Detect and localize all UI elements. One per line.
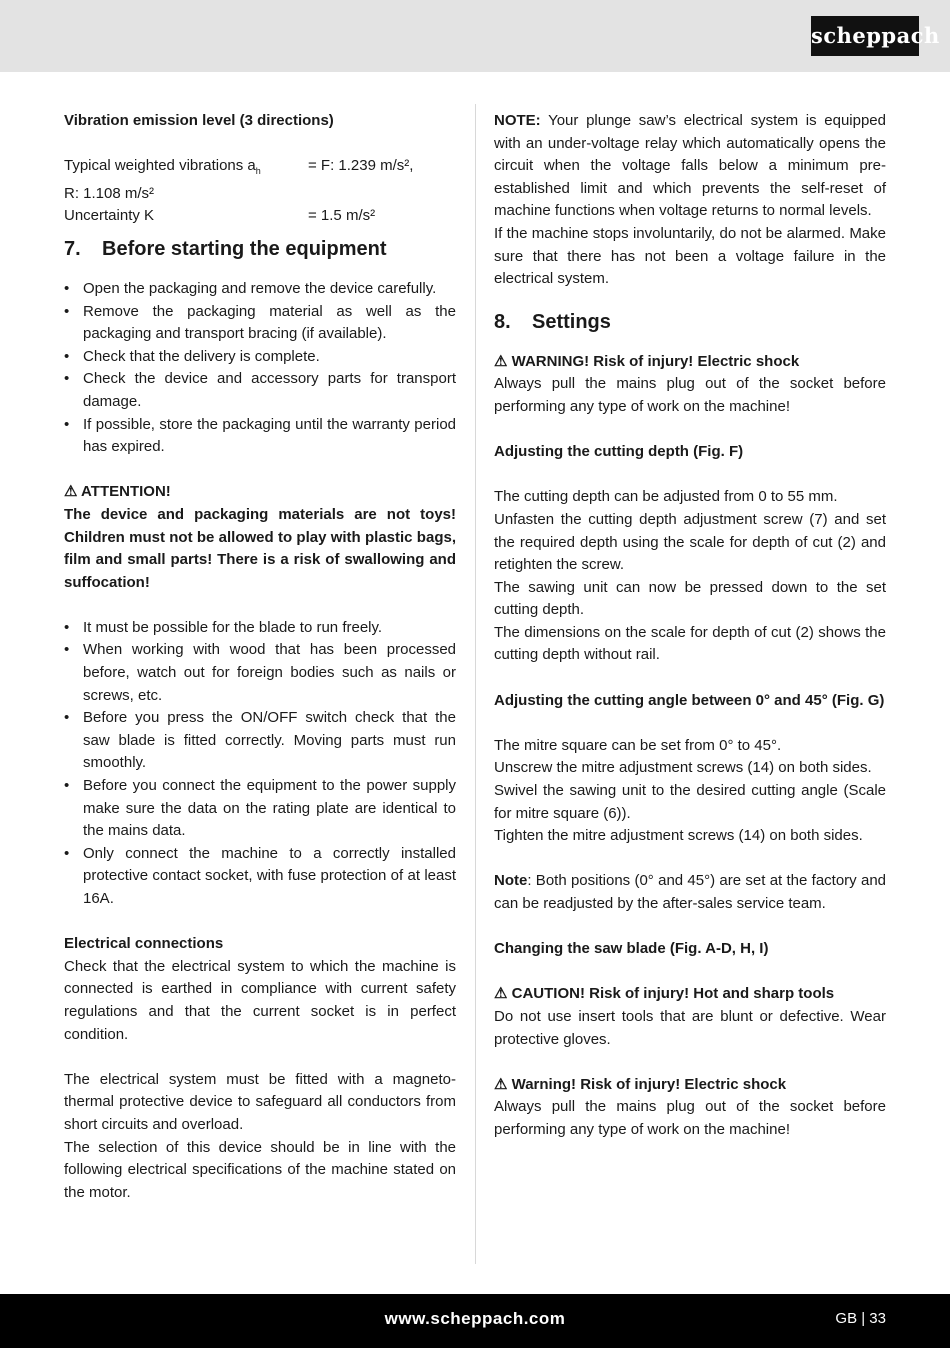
attention-text: The device and packaging materials are not toys! Children must not be allowed to play with plastic bags, film and small parts! There is a risk of swallowing and suffocation! (64, 505, 456, 591)
electrical-paragraph: The electrical system must be fitted with a magneto-thermal protective device to safeguard all conductors from short circuits and overload. (64, 1070, 456, 1133)
caution-title: ⚠ CAUTION! Risk of injury! Hot and sharp tools (494, 985, 835, 1003)
page-number: GB | 33 (835, 1310, 886, 1327)
warning-title: ⚠ WARNING! Risk of injury! Electric shock (494, 352, 800, 370)
vibration-row (64, 205, 456, 228)
vibration-label: Typical weighted vibrations a (64, 157, 256, 175)
angle-paragraph: Unscrew the mitre adjustment screws (14) on both sides. (494, 759, 872, 777)
section-heading-8 (494, 309, 886, 335)
safety-list (64, 617, 456, 911)
note-text: : Both positions (0° and 45°) are set at the factory and can be readjusted by the after-sales service team. (494, 872, 886, 912)
angle-paragraph: Tighten the mitre adjustment screws (14) on both sides. (494, 827, 863, 845)
list-item: • Remove the packaging material as well as the packaging and transport bracing (if available). (64, 301, 456, 346)
note-paragraph-2: If the machine stops involuntarily, do not be alarmed. Make sure that there has not been a voltage failure in the electrical system. (494, 224, 886, 288)
page-footer (0, 1294, 950, 1348)
list-item: • Before you press the ON/OFF switch check that the saw blade is fitted correctly. Moving parts must run smoothly. (64, 707, 456, 775)
vibration-row (64, 155, 456, 183)
list-item: • Open the packaging and remove the device carefully. (64, 278, 456, 301)
list-item: • Only connect the machine to a correctly installed protective contact socket, with fuse protection of at least 16A. (64, 843, 456, 911)
vibration-value: = 1.5 m/s² (308, 207, 376, 225)
website-link[interactable]: www.scheppach.com (384, 1309, 566, 1328)
blade-title: Changing the saw blade (Fig. A-D, H, I) (494, 940, 769, 958)
depth-paragraph: The cutting depth can be adjusted from 0 to 55 mm. (494, 488, 838, 506)
vibration-title: Vibration emission level (3 directions) (64, 112, 334, 129)
vibration-row (64, 183, 456, 206)
depth-title: Adjusting the cutting depth (Fig. F) (494, 443, 744, 461)
section-title: Settings (532, 310, 611, 333)
section-number: 7. (64, 237, 81, 260)
vibration-value: = F: 1.239 m/s², (308, 157, 414, 175)
list-item: • If possible, store the packaging until the warranty period has expired. (64, 414, 456, 459)
electrical-title: Electrical connections (64, 935, 224, 953)
list-item: • Check that the delivery is complete. (64, 346, 456, 369)
angle-paragraph: Swivel the sawing unit to the desired cutting angle (Scale for mitre square (6)). (494, 782, 886, 822)
list-item: • Check the device and accessory parts for transport damage. (64, 368, 456, 413)
note-paragraph (494, 110, 886, 223)
warning-title: ⚠ Warning! Risk of injury! Electric shock (494, 1075, 787, 1093)
angle-paragraph: The mitre square can be set from 0° to 45°. (494, 736, 782, 754)
caution-text: Do not use insert tools that are blunt or defective. Wear protective gloves. (494, 1007, 886, 1048)
column-divider (475, 104, 476, 1264)
right-column (494, 110, 886, 1142)
warning-text: Always pull the mains plug out of the socket before performing any type of work on the machine! (494, 375, 886, 415)
section-heading-7 (64, 236, 456, 262)
depth-paragraph: The sawing unit can now be pressed down to the set cutting depth. (494, 578, 886, 619)
preparation-list (64, 278, 456, 459)
attention-title: ⚠ ATTENTION! (64, 483, 171, 501)
factory-note (494, 870, 886, 915)
depth-paragraph: The dimensions on the scale for depth of cut (2) shows the cutting depth without rail. (494, 623, 886, 664)
electrical-paragraph: Check that the electrical system to which the machine is connected is earthed in compliance with current safety regulations and that the current socket is in perfect condition. (64, 957, 456, 1043)
depth-paragraph: Unfasten the cutting depth adjustment screw (7) and set the required depth using the scale for depth of cut (2) and retighten the screw. (494, 510, 886, 574)
angle-title: Adjusting the cutting angle between 0° and 45° (Fig. G) (494, 691, 885, 709)
list-item: • Before you connect the equipment to the power supply make sure the data on the rating plate are identical to the mains data. (64, 775, 456, 843)
brand-logo: scheppach (811, 16, 919, 56)
note-label: Note (494, 872, 528, 890)
page-header (0, 0, 950, 72)
note-text: Your plunge saw’s electrical system is equipped with an under-voltage relay which automatically opens the circuit when the voltage falls below a minimum pre-established limit and which prevents the self-reset of machine functions when voltage returns to normal levels. (494, 112, 886, 220)
list-item: • When working with wood that has been processed before, watch out for foreign bodies such as nails or screws, etc. (64, 639, 456, 707)
section-title: Before starting the equipment (102, 237, 387, 260)
vibration-label: Uncertainty K (64, 207, 155, 225)
warning-text: Always pull the mains plug out of the socket before performing any type of work on the machine! (494, 1098, 886, 1138)
section-number: 8. (494, 310, 511, 333)
note-label: NOTE: (494, 112, 541, 129)
vibration-label: R: 1.108 m/s² (64, 184, 155, 202)
vibration-subscript: h (255, 166, 261, 177)
left-column (64, 110, 456, 1204)
electrical-paragraph: The selection of this device should be in line with the following electrical specifications of the machine stated on the motor. (64, 1138, 456, 1201)
list-item: • It must be possible for the blade to run freely. (64, 617, 456, 640)
